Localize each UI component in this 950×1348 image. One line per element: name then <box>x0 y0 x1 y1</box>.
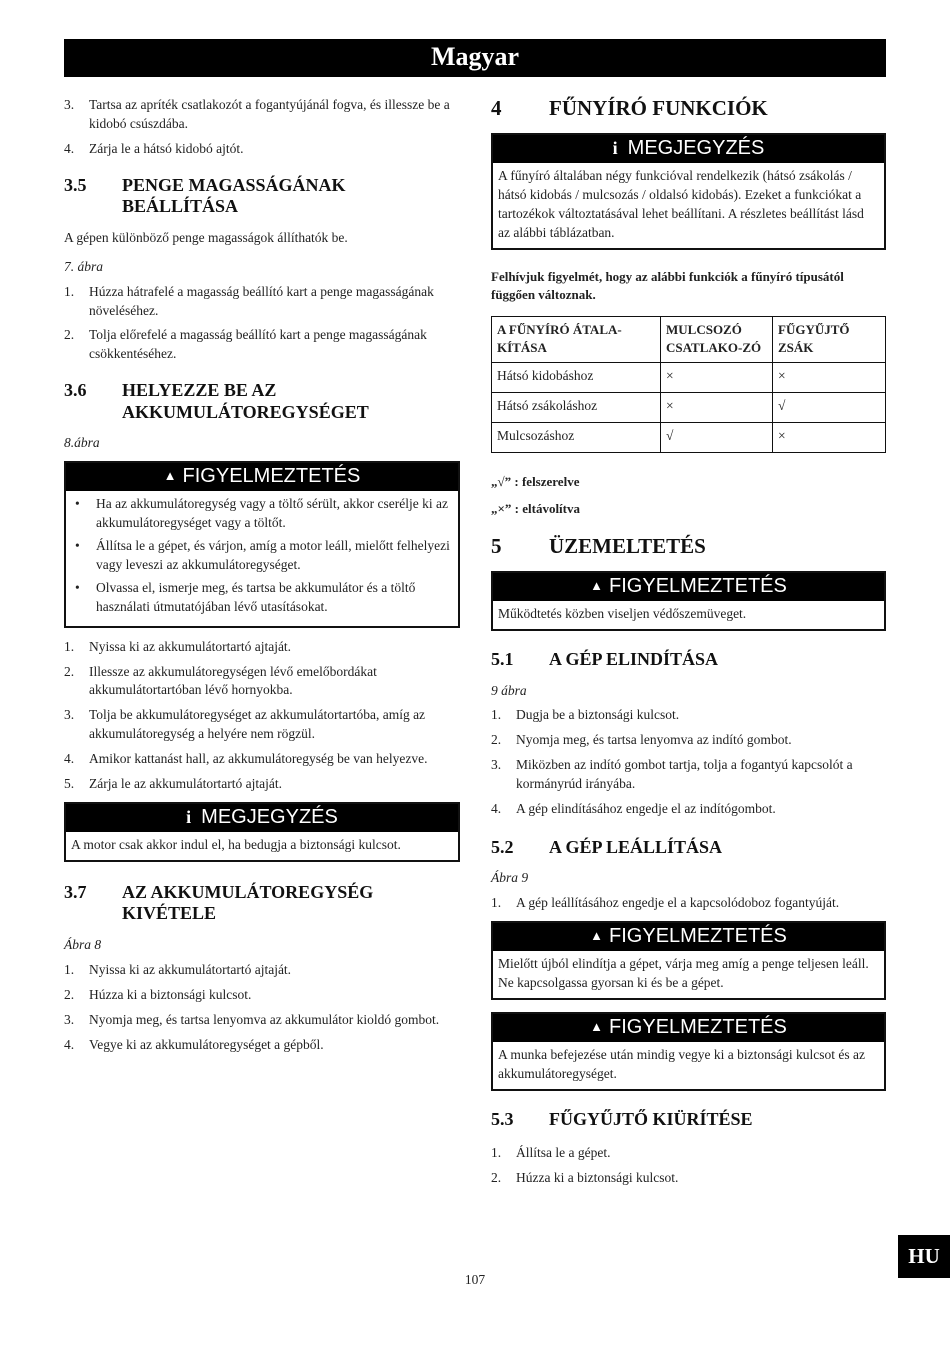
warning-header: ▲ FIGYELMEZTETÉS <box>493 923 884 951</box>
warning-triangle-icon: ▲ <box>590 928 604 944</box>
steps-5-1 <box>491 706 886 818</box>
warning-header: ▲ FIGYELMEZTETÉS <box>66 463 458 491</box>
table-cell: Hátsó zsákoláshoz <box>492 392 661 422</box>
warning-box <box>491 571 886 631</box>
section-intro: A gépen különböző penge magasságok állíthatók be. <box>64 229 348 245</box>
figure-reference: 8.ábra <box>64 435 100 451</box>
figure-reference: 7. ábra <box>64 258 104 274</box>
note-text: A fűnyíró általában négy funkcióval rendelkezik (hátsó zsákolás / hátsó kidobás / mulcsozás / oldalsó kidobás). Ezeket a funkciókat a tartozékok változtatásával lehet beállítani. A részletes beállítást lásd az alábbi táblázatban. <box>498 168 864 240</box>
steps-3-5 <box>64 283 460 365</box>
bullet-item: • Olvassa el, ismerje meg, és tartsa be akkumulátor és a töltő használati útmutatójában lévő utasításokat. <box>75 579 416 614</box>
note-box <box>491 133 886 250</box>
table-cell: Mulcsozáshoz <box>492 422 661 452</box>
warning-triangle-icon: ▲ <box>590 1019 604 1035</box>
functions-notice: Felhívjuk figyelmét, hogy az alábbi funkciók a fűnyíró típusától függően változnak. <box>491 268 844 302</box>
warning-box <box>64 461 460 627</box>
table-cell: Hátsó kidobáshoz <box>492 362 661 392</box>
warning-text: Működtetés közben viseljen védőszemüveget. <box>498 606 747 622</box>
note-text: A motor csak akkor indul el, ha bedugja a biztonsági kulcsot. <box>71 836 401 852</box>
list-item: 1. Nyissa ki az akkumulátortartó ajtaját. <box>64 638 292 654</box>
list-item: 3. Miközben az indító gombot tartja, tolja a fogantyú kapcsolót a kormányrúd irányába. <box>491 757 853 792</box>
section-heading-3-5: 3.5 PENGE MAGASSÁGÁNAK BEÁLLÍTÁSA <box>64 174 346 217</box>
list-item: 1. A gép leállításához engedje el a kapcsolódoboz fogantyúját. <box>491 895 840 911</box>
list-item: 3. Tolja be akkumulátoregységet az akkumulátortartóba, amíg az akkumulátoregység a helyére nem rögzül. <box>64 707 426 742</box>
table-row <box>492 362 886 392</box>
warning-triangle-icon: ▲ <box>163 468 177 484</box>
list-item: 3. Nyomja meg, és tartsa lenyomva az akkumulátor kioldó gombot. <box>64 1011 440 1027</box>
language-tab: HU <box>898 1235 950 1278</box>
left-column <box>64 96 460 1060</box>
warning-text: A munka befejezése után mindig vegye ki a biztonsági kulcsot és az akkumulátoregységet. <box>498 1047 866 1081</box>
legend-installed: „√” : felszerelve <box>491 473 580 489</box>
note-header: i MEGJEGYZÉS <box>66 804 458 832</box>
section-heading-3-6: 3.6 HELYEZZE BE AZ AKKUMULÁTOREGYSÉGET <box>64 380 369 422</box>
table-cell: × <box>773 362 886 392</box>
legend-removed: „×” : eltávolítva <box>491 500 581 516</box>
section-heading-5-2: 5.2 A GÉP LEÁLLÍTÁSA <box>491 836 723 857</box>
list-item: 3. Tartsa az apríték csatlakozót a fogantyújánál fogva, és illessze be a kidobó csúszdába. <box>64 97 450 131</box>
table-cell: √ <box>773 392 886 422</box>
warning-header: ▲ FIGYELMEZTETÉS <box>493 1014 884 1042</box>
right-column <box>491 96 886 1194</box>
list-item: 5. Zárja le az akkumulátortartó ajtaját. <box>64 775 283 791</box>
page-title-banner <box>64 39 886 77</box>
list-item: 1. Húzza hátrafelé a magasság beállító kart a penge magasságának növeléséhez. <box>64 283 434 318</box>
bullet-item: • Ha az akkumulátoregység vagy a töltő sérült, akkor cserélje ki az akkumulátoregységet vagy a töltőt. <box>75 496 448 531</box>
table-row <box>492 392 886 422</box>
table-header-row <box>492 317 886 362</box>
table-row <box>492 422 886 452</box>
list-item: 2. Nyomja meg, és tartsa lenyomva az indító gombot. <box>491 732 792 748</box>
table-header-cell: FŰGYŰJTŐ ZSÁK <box>773 317 886 362</box>
info-i-icon: i <box>612 138 618 159</box>
section-heading-5-1: 5.1 A GÉP ELINDÍTÁSA <box>491 648 719 669</box>
list-item: 4. Amikor kattanást hall, az akkumulátoregység be van helyezve. <box>64 751 428 767</box>
table-cell: √ <box>661 422 773 452</box>
list-item: 2. Tolja előrefelé a magasság beállító kart a penge magasságának csökkentéséhez. <box>64 327 427 362</box>
section-heading-4: 4 FŰNYÍRÓ FUNKCIÓK <box>491 96 768 120</box>
figure-reference: 9 ábra <box>491 682 527 698</box>
steps-3-7 <box>64 961 460 1055</box>
figure-reference: Ábra 8 <box>64 936 102 952</box>
warning-box <box>491 1012 886 1091</box>
bullet-item: • Állítsa le a gépet, és várjon, amíg a motor leáll, mielőtt felhelyezi vagy leveszi az akkumulátoregységet. <box>75 538 450 572</box>
table-cell: × <box>773 422 886 452</box>
steps-5-2 <box>491 894 886 913</box>
list-item: 2. Húzza ki a biztonsági kulcsot. <box>64 986 252 1002</box>
warning-box <box>491 921 886 1000</box>
list-item: 1. Állítsa le a gépet. <box>491 1145 611 1161</box>
note-box <box>64 802 460 862</box>
steps-5-3 <box>491 1144 886 1188</box>
section-heading-5-3: 5.3 FŰGYŰJTŐ KIÜRÍTÉSE <box>491 1108 753 1129</box>
warning-bullets <box>71 495 453 616</box>
page-number: 107 <box>464 1272 486 1287</box>
table-header-cell: A FŰNYÍRÓ ÁTALA-KÍTÁSA <box>492 317 661 362</box>
figure-reference: Ábra 9 <box>491 870 529 886</box>
intro-steps <box>64 96 460 159</box>
page-title: Magyar <box>430 42 520 71</box>
steps-3-6 <box>64 638 460 794</box>
warning-triangle-icon: ▲ <box>590 578 604 594</box>
warning-header: ▲ FIGYELMEZTETÉS <box>493 573 884 601</box>
list-item: 2. Húzza ki a biztonsági kulcsot. <box>491 1170 679 1186</box>
list-item: 4. A gép elindításához engedje el az indítógombot. <box>491 801 776 816</box>
info-i-icon: i <box>186 806 192 827</box>
section-heading-3-7: 3.7 AZ AKKUMULÁTOREGYSÉG KIVÉTELE <box>64 881 374 924</box>
list-item: 2. Illessze az akkumulátoregységen lévő emelőbordákat akkumulátortartóban lévő hornyokba. <box>64 663 377 698</box>
section-heading-5: 5 ÜZEMELTETÉS <box>491 533 706 558</box>
list-item: 1. Nyissa ki az akkumulátortartó ajtaját. <box>64 961 292 977</box>
note-header: i MEGJEGYZÉS <box>493 135 884 163</box>
table-header-cell: MULCSOZÓ CSATLAKO-ZÓ <box>661 317 773 362</box>
list-item: 4. Vegye ki az akkumulátoregységet a gépből. <box>64 1036 324 1052</box>
list-item: 4. Zárja le a hátsó kidobó ajtót. <box>64 140 244 156</box>
warning-text: Mielőtt újból elindítja a gépet, várja meg amíg a penge teljesen leáll. Ne kapcsolgassa gyorsan ki és be a gépet. <box>498 956 869 991</box>
list-item: 1. Dugja be a biztonsági kulcsot. <box>491 707 680 723</box>
functions-table <box>491 316 886 452</box>
table-cell: × <box>661 392 773 422</box>
table-cell: × <box>661 362 773 392</box>
